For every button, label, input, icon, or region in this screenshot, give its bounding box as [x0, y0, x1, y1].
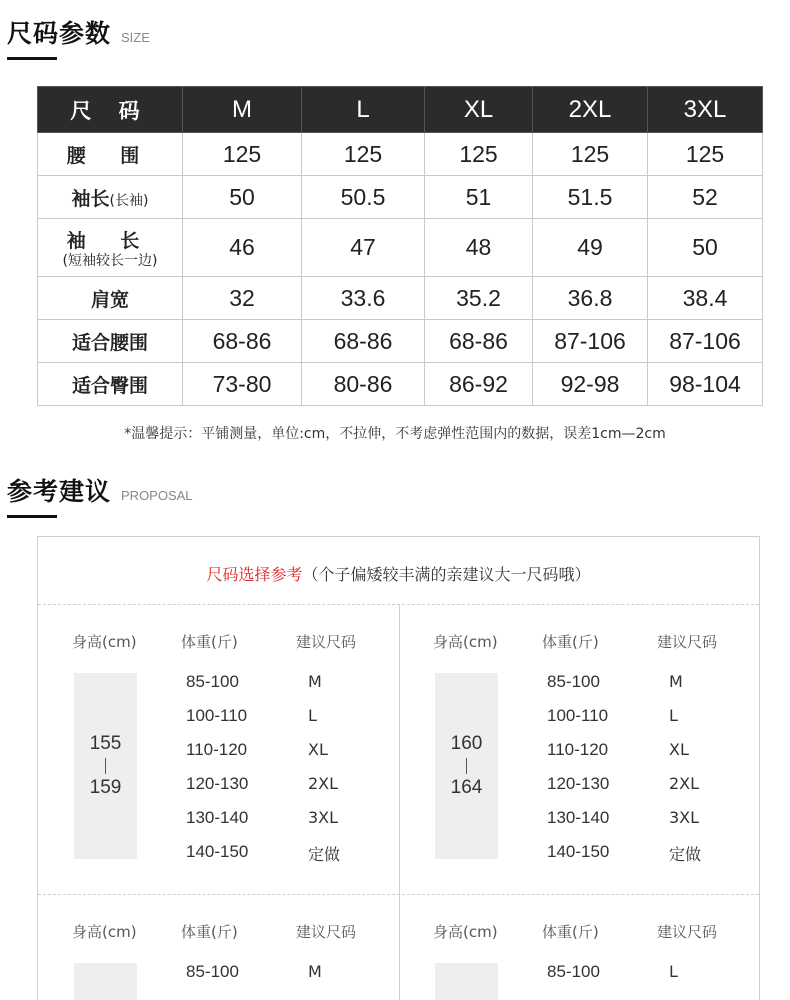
weight-range: 140-150: [547, 842, 610, 861]
weight-range: 120-130: [186, 774, 249, 793]
size-header-3xl: 3XL: [648, 87, 763, 133]
table-cell: 86-92: [425, 363, 533, 406]
weight-range: 85-100: [186, 962, 239, 981]
proposal-title: [38, 562, 759, 585]
recommended-size: M: [669, 672, 683, 691]
height-to: 164: [450, 777, 483, 798]
weight-column-header: 体重(斤): [181, 633, 238, 651]
range-separator: [466, 758, 467, 774]
row-label: 肩宽: [38, 277, 183, 320]
proposal-title-highlight: 尺码选择参考: [206, 565, 303, 584]
recommended-size: L: [308, 706, 317, 725]
weight-column-header: 体重(斤): [181, 923, 238, 941]
row-label: 袖 长 (短袖较长一边): [38, 219, 183, 277]
table-cell: 125: [183, 133, 302, 176]
size-row-short-sleeve: [38, 219, 763, 277]
weight-range: 85-100: [186, 672, 239, 691]
table-cell: 50.5: [302, 176, 425, 219]
table-cell: 73-80: [183, 363, 302, 406]
weight-range: 100-110: [186, 706, 248, 725]
height-column-header: 身高(cm): [433, 923, 498, 941]
recommended-size: M: [308, 672, 322, 691]
table-cell: 87-106: [533, 320, 648, 363]
section-underline: [7, 57, 57, 60]
row-label: 腰 围: [38, 133, 183, 176]
height-column-header: 身高(cm): [72, 633, 137, 651]
height-range-box: [435, 673, 498, 859]
height-column-header: 身高(cm): [72, 923, 137, 941]
table-cell: 52: [648, 176, 763, 219]
weight-range: 110-120: [186, 740, 248, 759]
table-cell: 51.5: [533, 176, 648, 219]
size-recommendation-group: [38, 894, 399, 1000]
weight-range: 85-100: [547, 672, 600, 691]
table-cell: 125: [302, 133, 425, 176]
recommended-size: XL: [669, 740, 689, 759]
weight-range: 110-120: [547, 740, 609, 759]
size-column-header: 建议尺码: [296, 923, 357, 941]
row-label: 袖长(长袖): [38, 176, 183, 219]
weight-range: 120-130: [547, 774, 610, 793]
proposal-box: [37, 536, 760, 1000]
table-cell: 68-86: [302, 320, 425, 363]
size-row-long-sleeve: [38, 176, 763, 219]
recommended-size: L: [669, 706, 678, 725]
row-label: 适合臀围: [38, 363, 183, 406]
size-header-m: M: [183, 87, 302, 133]
weight-range: 130-140: [186, 808, 249, 827]
table-cell: 47: [302, 219, 425, 277]
size-header-xl: XL: [425, 87, 533, 133]
proposal-section-title: 参考建议: [7, 477, 112, 506]
size-section-header: [7, 14, 150, 50]
size-row-shoulder: [38, 277, 763, 320]
recommended-size: 定做: [308, 845, 341, 864]
table-cell: 68-86: [425, 320, 533, 363]
table-cell: 46: [183, 219, 302, 277]
recommended-size: 2XL: [669, 774, 700, 793]
size-recommendation-group: [399, 604, 760, 894]
size-section-subtitle: SIZE: [121, 30, 150, 45]
height-range-box: [74, 963, 137, 1000]
recommended-size: 定做: [669, 845, 702, 864]
size-header-2xl: 2XL: [533, 87, 648, 133]
recommended-size: L: [669, 962, 678, 981]
recommended-size: XL: [308, 740, 328, 759]
height-from: 160: [450, 733, 483, 754]
table-cell: 33.6: [302, 277, 425, 320]
table-cell: 35.2: [425, 277, 533, 320]
table-cell: 125: [533, 133, 648, 176]
height-range-box: [74, 673, 137, 859]
table-cell: 92-98: [533, 363, 648, 406]
size-column-header: 建议尺码: [296, 633, 357, 651]
size-row-waist: [38, 133, 763, 176]
weight-column-header: 体重(斤): [542, 633, 599, 651]
weight-range: 130-140: [547, 808, 610, 827]
table-cell: 49: [533, 219, 648, 277]
measurement-note: *温馨提示：平铺测量，单位:cm，不拉伸，不考虑弹性范围内的数据，误差1cm—2cm: [124, 426, 666, 442]
size-row-fit-hip: [38, 363, 763, 406]
table-cell: 50: [183, 176, 302, 219]
section-underline: [7, 515, 57, 518]
table-cell: 32: [183, 277, 302, 320]
height-column-header: 身高(cm): [433, 633, 498, 651]
proposal-section-subtitle: PROPOSAL: [121, 488, 193, 503]
size-table: [37, 86, 763, 406]
size-column-header: 建议尺码: [657, 633, 718, 651]
table-cell: 50: [648, 219, 763, 277]
weight-range: 140-150: [186, 842, 249, 861]
table-cell: 48: [425, 219, 533, 277]
table-cell: 51: [425, 176, 533, 219]
recommended-size: 3XL: [669, 808, 700, 827]
size-row-fit-waist: [38, 320, 763, 363]
table-cell: 125: [425, 133, 533, 176]
size-recommendation-group: [38, 604, 399, 894]
size-recommendation-group: [399, 894, 760, 1000]
range-separator: [105, 758, 106, 774]
table-cell: 38.4: [648, 277, 763, 320]
size-header-label: 尺 码: [38, 87, 183, 133]
recommended-size: 2XL: [308, 774, 339, 793]
recommended-size: 3XL: [308, 808, 339, 827]
weight-range: 100-110: [547, 706, 609, 725]
proposal-title-note: （个子偏矮较丰满的亲建议大一尺码哦）: [302, 565, 591, 584]
row-label: 适合腰围: [38, 320, 183, 363]
proposal-section-header: [7, 472, 193, 508]
height-from: 155: [89, 733, 122, 754]
table-cell: 87-106: [648, 320, 763, 363]
size-section-title: 尺码参数: [7, 19, 112, 48]
weight-range: 85-100: [547, 962, 600, 981]
height-to: 159: [89, 777, 122, 798]
table-cell: 98-104: [648, 363, 763, 406]
recommended-size: M: [308, 962, 322, 981]
height-range-box: [435, 963, 498, 1000]
size-column-header: 建议尺码: [657, 923, 718, 941]
table-cell: 80-86: [302, 363, 425, 406]
weight-column-header: 体重(斤): [542, 923, 599, 941]
table-cell: 36.8: [533, 277, 648, 320]
size-header-l: L: [302, 87, 425, 133]
size-table-header-row: [38, 87, 763, 133]
table-cell: 125: [648, 133, 763, 176]
table-cell: 68-86: [183, 320, 302, 363]
